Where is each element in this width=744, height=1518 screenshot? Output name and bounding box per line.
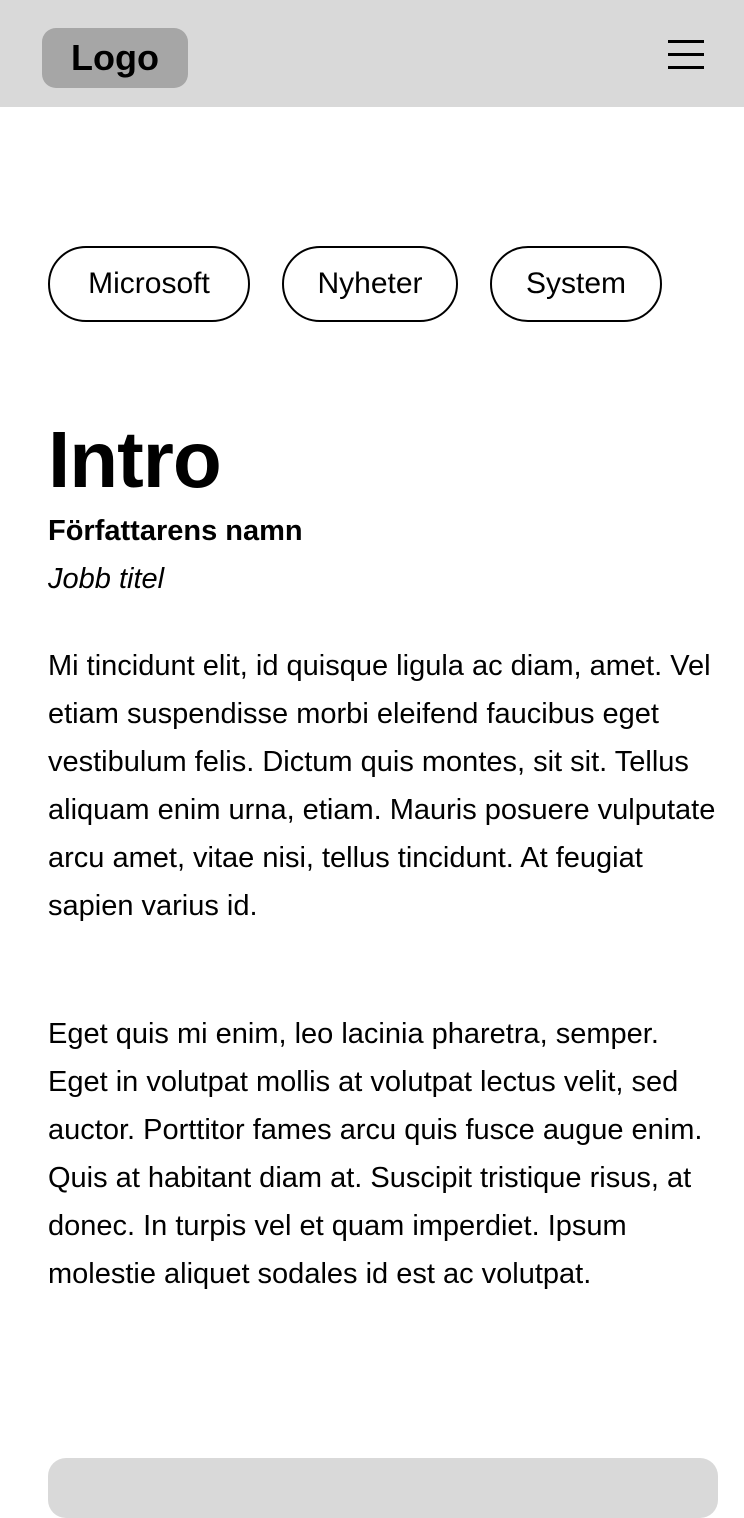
site-header bbox=[0, 0, 744, 107]
author-name: Författarens namn bbox=[48, 515, 303, 547]
menu-bar bbox=[668, 53, 704, 56]
author-job-title: Jobb titel bbox=[48, 563, 165, 595]
menu-bar bbox=[668, 40, 704, 43]
article-title: Intro bbox=[48, 415, 221, 504]
tag-system[interactable]: System bbox=[490, 246, 662, 322]
content-card bbox=[48, 1458, 718, 1518]
menu-bar bbox=[668, 66, 704, 69]
tag-list bbox=[48, 246, 662, 322]
tag-nyheter[interactable]: Nyheter bbox=[282, 246, 458, 322]
article-paragraph: Mi tincidunt elit, id quisque ligula ac diam, amet. Vel etiam suspendisse morbi eleifend faucibus eget vestibulum felis. Dictum quis montes, sit sit. Tellus aliquam enim urna, etiam. Mauris posuere vulputate arcu amet, vitae nisi, tellus tincidunt. At feugiat sapien varius id. bbox=[48, 650, 716, 922]
tag-microsoft[interactable]: Microsoft bbox=[48, 246, 250, 322]
logo[interactable]: Logo bbox=[42, 28, 188, 88]
article-paragraph: Eget quis mi enim, leo lacinia pharetra, semper. Eget in volutpat mollis at volutpat lectus velit, sed auctor. Porttitor fames arcu quis fusce augue enim. Quis at habitant diam at. Suscipit tristique risus, at donec. In turpis vel et quam imperdiet. Ipsum molestie aliquet sodales id est ac volutpat. bbox=[48, 1018, 703, 1290]
hamburger-menu-icon[interactable] bbox=[664, 34, 708, 74]
